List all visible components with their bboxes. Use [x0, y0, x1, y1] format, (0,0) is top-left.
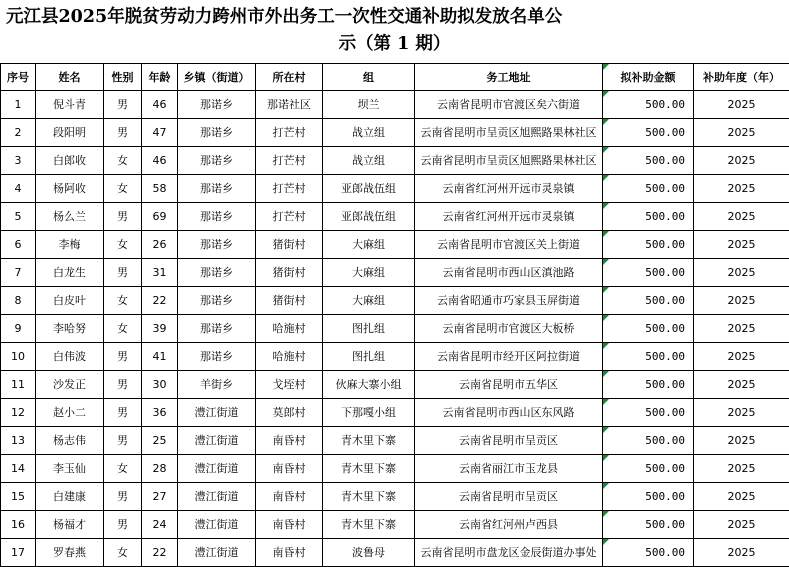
cell-address: 云南省昆明市西山区滇池路 [415, 259, 603, 287]
cell-village: 南昏村 [256, 483, 323, 511]
cell-no: 13 [1, 427, 36, 455]
cell-town: 那诺乡 [178, 231, 256, 259]
cell-sex: 男 [104, 399, 142, 427]
cell-no: 3 [1, 147, 36, 175]
cell-amount: 500.00 [603, 91, 694, 119]
cell-town: 那诺乡 [178, 147, 256, 175]
cell-address: 云南省昆明市官渡区矣六街道 [415, 91, 603, 119]
cell-sex: 男 [104, 343, 142, 371]
table-row [1, 119, 789, 147]
cell-year: 2025 [694, 343, 789, 371]
cell-sex: 女 [104, 539, 142, 567]
cell-sex: 女 [104, 175, 142, 203]
cell-year: 2025 [694, 119, 789, 147]
cell-village: 莫郎村 [256, 399, 323, 427]
header-age: 年龄 [142, 64, 178, 91]
cell-amount: 500.00 [603, 343, 694, 371]
cell-address: 云南省昆明市呈贡区旭熙路果林社区 [415, 147, 603, 175]
header-amount: 拟补助金额 [603, 64, 694, 91]
header-sex: 性别 [104, 64, 142, 91]
cell-sex: 男 [104, 259, 142, 287]
cell-address: 云南省昆明市呈贡区 [415, 427, 603, 455]
cell-age: 28 [142, 455, 178, 483]
cell-village: 打芒村 [256, 119, 323, 147]
header-group: 组 [323, 64, 415, 91]
cell-amount: 500.00 [603, 539, 694, 567]
cell-name: 白龙生 [36, 259, 104, 287]
cell-address: 云南省丽江市玉龙县 [415, 455, 603, 483]
header-town: 乡镇（街道） [178, 64, 256, 91]
table-row [1, 399, 789, 427]
cell-amount: 500.00 [603, 483, 694, 511]
cell-year: 2025 [694, 455, 789, 483]
cell-group: 伙麻大寨小组 [323, 371, 415, 399]
cell-town: 澧江街道 [178, 511, 256, 539]
cell-amount: 500.00 [603, 427, 694, 455]
cell-no: 9 [1, 315, 36, 343]
cell-year: 2025 [694, 399, 789, 427]
cell-year: 2025 [694, 315, 789, 343]
cell-amount: 500.00 [603, 147, 694, 175]
cell-name: 杨么兰 [36, 203, 104, 231]
cell-group: 图扎组 [323, 315, 415, 343]
cell-address: 云南省红河州开远市灵泉镇 [415, 203, 603, 231]
cell-name: 杨阿收 [36, 175, 104, 203]
cell-year: 2025 [694, 371, 789, 399]
cell-name: 李梅 [36, 231, 104, 259]
cell-group: 亚郎战伍组 [323, 203, 415, 231]
cell-sex: 男 [104, 91, 142, 119]
cell-town: 那诺乡 [178, 315, 256, 343]
cell-amount: 500.00 [603, 175, 694, 203]
cell-age: 27 [142, 483, 178, 511]
cell-address: 云南省红河州卢西县 [415, 511, 603, 539]
cell-group: 大麻组 [323, 231, 415, 259]
cell-address: 云南省昆明市五华区 [415, 371, 603, 399]
cell-sex: 女 [104, 315, 142, 343]
cell-village: 那诺社区 [256, 91, 323, 119]
table-row [1, 287, 789, 315]
header-no: 序号 [1, 64, 36, 91]
cell-amount: 500.00 [603, 511, 694, 539]
cell-village: 戈垤村 [256, 371, 323, 399]
cell-sex: 男 [104, 427, 142, 455]
cell-village: 打芒村 [256, 147, 323, 175]
cell-age: 25 [142, 427, 178, 455]
cell-amount: 500.00 [603, 455, 694, 483]
cell-year: 2025 [694, 511, 789, 539]
cell-group: 战立组 [323, 147, 415, 175]
cell-sex: 男 [104, 203, 142, 231]
cell-age: 26 [142, 231, 178, 259]
cell-sex: 男 [104, 483, 142, 511]
cell-group: 坝兰 [323, 91, 415, 119]
cell-amount: 500.00 [603, 231, 694, 259]
cell-address: 云南省红河州开远市灵泉镇 [415, 175, 603, 203]
cell-town: 那诺乡 [178, 119, 256, 147]
cell-amount: 500.00 [603, 287, 694, 315]
cell-sex: 男 [104, 371, 142, 399]
cell-sex: 女 [104, 455, 142, 483]
cell-town: 那诺乡 [178, 343, 256, 371]
cell-age: 30 [142, 371, 178, 399]
table-row [1, 147, 789, 175]
cell-name: 杨福才 [36, 511, 104, 539]
cell-group: 图扎组 [323, 343, 415, 371]
cell-age: 46 [142, 91, 178, 119]
cell-sex: 女 [104, 147, 142, 175]
cell-amount: 500.00 [603, 371, 694, 399]
cell-village: 南昏村 [256, 427, 323, 455]
cell-sex: 男 [104, 119, 142, 147]
cell-amount: 500.00 [603, 399, 694, 427]
cell-village: 南昏村 [256, 511, 323, 539]
cell-name: 白皮叶 [36, 287, 104, 315]
cell-address: 云南省昆明市官渡区关上街道 [415, 231, 603, 259]
header-year: 补助年度（年） [694, 64, 789, 91]
cell-year: 2025 [694, 287, 789, 315]
cell-year: 2025 [694, 483, 789, 511]
title-line-2: 示（第 1 期） [338, 34, 451, 54]
cell-village: 打芒村 [256, 175, 323, 203]
table-row [1, 175, 789, 203]
cell-no: 17 [1, 539, 36, 567]
cell-village: 猪街村 [256, 231, 323, 259]
table-row [1, 343, 789, 371]
table-row [1, 371, 789, 399]
table-row [1, 427, 789, 455]
cell-town: 澧江街道 [178, 455, 256, 483]
cell-group: 亚郎战伍组 [323, 175, 415, 203]
cell-group: 大麻组 [323, 287, 415, 315]
cell-no: 11 [1, 371, 36, 399]
cell-amount: 500.00 [603, 315, 694, 343]
cell-town: 那诺乡 [178, 287, 256, 315]
cell-sex: 男 [104, 511, 142, 539]
cell-year: 2025 [694, 147, 789, 175]
cell-group: 青木里下寨 [323, 483, 415, 511]
cell-group: 战立组 [323, 119, 415, 147]
cell-name: 李哈努 [36, 315, 104, 343]
cell-amount: 500.00 [603, 259, 694, 287]
cell-town: 那诺乡 [178, 175, 256, 203]
cell-town: 那诺乡 [178, 259, 256, 287]
cell-no: 15 [1, 483, 36, 511]
cell-no: 6 [1, 231, 36, 259]
cell-group: 波鲁母 [323, 539, 415, 567]
cell-town: 那诺乡 [178, 203, 256, 231]
cell-no: 8 [1, 287, 36, 315]
cell-age: 47 [142, 119, 178, 147]
cell-amount: 500.00 [603, 203, 694, 231]
cell-name: 白建康 [36, 483, 104, 511]
cell-no: 14 [1, 455, 36, 483]
cell-village: 打芒村 [256, 203, 323, 231]
cell-year: 2025 [694, 231, 789, 259]
cell-no: 7 [1, 259, 36, 287]
cell-address: 云南省昆明市呈贡区旭熙路果林社区 [415, 119, 603, 147]
cell-no: 5 [1, 203, 36, 231]
title-line-1: 元江县2025年脱贫劳动力跨州市外出务工一次性交通补助拟发放名单公 [6, 7, 563, 27]
cell-sex: 女 [104, 231, 142, 259]
cell-group: 青木里下寨 [323, 455, 415, 483]
cell-village: 哈施村 [256, 343, 323, 371]
cell-name: 倪斗青 [36, 91, 104, 119]
cell-town: 澧江街道 [178, 539, 256, 567]
cell-amount: 500.00 [603, 119, 694, 147]
cell-year: 2025 [694, 539, 789, 567]
table-row [1, 203, 789, 231]
cell-address: 云南省昆明市盘龙区金辰街道办事处 [415, 539, 603, 567]
table-row [1, 315, 789, 343]
cell-name: 白伟波 [36, 343, 104, 371]
cell-address: 云南省昭通市巧家县玉屏街道 [415, 287, 603, 315]
table-row [1, 511, 789, 539]
cell-village: 猪街村 [256, 287, 323, 315]
cell-age: 36 [142, 399, 178, 427]
table-row [1, 231, 789, 259]
cell-group: 大麻组 [323, 259, 415, 287]
cell-village: 哈施村 [256, 315, 323, 343]
cell-age: 39 [142, 315, 178, 343]
cell-name: 罗春燕 [36, 539, 104, 567]
cell-age: 69 [142, 203, 178, 231]
cell-no: 12 [1, 399, 36, 427]
header-name: 姓名 [36, 64, 104, 91]
cell-year: 2025 [694, 427, 789, 455]
cell-town: 澧江街道 [178, 483, 256, 511]
table-row [1, 259, 789, 287]
cell-name: 白郎收 [36, 147, 104, 175]
cell-name: 赵小二 [36, 399, 104, 427]
beneficiary-table [0, 63, 789, 567]
table-row [1, 455, 789, 483]
cell-village: 南昏村 [256, 539, 323, 567]
cell-age: 41 [142, 343, 178, 371]
cell-age: 22 [142, 287, 178, 315]
table-row [1, 539, 789, 567]
cell-group: 青木里下寨 [323, 511, 415, 539]
cell-year: 2025 [694, 91, 789, 119]
cell-town: 澧江街道 [178, 399, 256, 427]
table-row [1, 483, 789, 511]
cell-year: 2025 [694, 175, 789, 203]
document-title [0, 4, 789, 58]
header-address: 务工地址 [415, 64, 603, 91]
cell-age: 22 [142, 539, 178, 567]
cell-name: 李玉仙 [36, 455, 104, 483]
cell-sex: 女 [104, 287, 142, 315]
cell-no: 4 [1, 175, 36, 203]
cell-age: 58 [142, 175, 178, 203]
cell-town: 澧江街道 [178, 427, 256, 455]
cell-address: 云南省昆明市经开区阿拉街道 [415, 343, 603, 371]
cell-village: 猪街村 [256, 259, 323, 287]
cell-address: 云南省昆明市西山区东风路 [415, 399, 603, 427]
cell-age: 31 [142, 259, 178, 287]
cell-address: 云南省昆明市官渡区大板桥 [415, 315, 603, 343]
header-village: 所在村 [256, 64, 323, 91]
table-header-row [1, 64, 789, 91]
cell-address: 云南省昆明市呈贡区 [415, 483, 603, 511]
table-row [1, 91, 789, 119]
cell-name: 杨志伟 [36, 427, 104, 455]
cell-town: 羊街乡 [178, 371, 256, 399]
cell-village: 南昏村 [256, 455, 323, 483]
cell-no: 10 [1, 343, 36, 371]
cell-age: 46 [142, 147, 178, 175]
cell-town: 那诺乡 [178, 91, 256, 119]
cell-year: 2025 [694, 203, 789, 231]
cell-name: 沙发正 [36, 371, 104, 399]
cell-no: 1 [1, 91, 36, 119]
cell-no: 2 [1, 119, 36, 147]
cell-group: 下那嘎小组 [323, 399, 415, 427]
cell-group: 青木里下寨 [323, 427, 415, 455]
cell-year: 2025 [694, 259, 789, 287]
cell-name: 段阳明 [36, 119, 104, 147]
cell-age: 24 [142, 511, 178, 539]
cell-no: 16 [1, 511, 36, 539]
